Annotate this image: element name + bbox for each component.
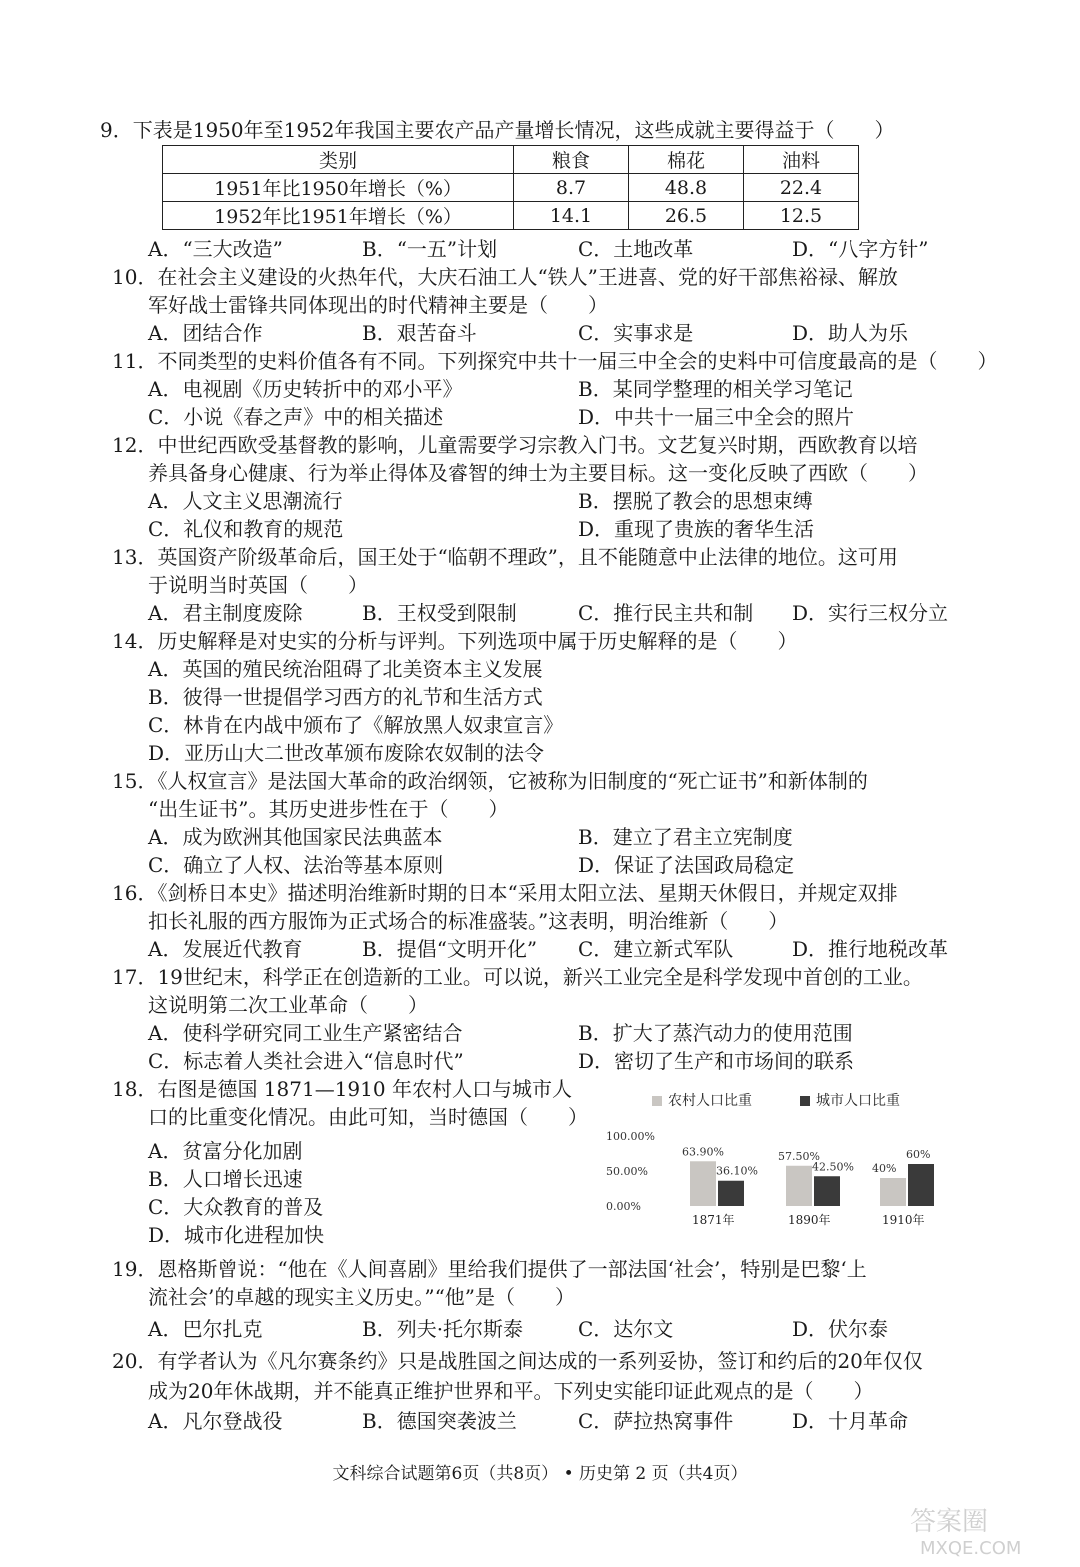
bar [718, 1181, 744, 1206]
question-16-option-a[interactable]: A．发展近代教育 [148, 937, 303, 961]
data-label: 36.10% [716, 1164, 758, 1178]
table-cell: 14.1 [514, 202, 629, 230]
bar [690, 1161, 716, 1206]
question-11-option-d[interactable]: D．中共十一届三中全会的照片 [578, 405, 855, 429]
table-header-cell: 类别 [163, 146, 514, 174]
x-tick-label: 1871年 [692, 1213, 735, 1227]
question-19-option-c[interactable]: C．达尔文 [578, 1317, 674, 1341]
question-12-option-d[interactable]: D．重现了贵族的奢华生活 [578, 517, 815, 541]
question-17-stem-line-1: 17．19世纪末，科学正在创造新的工业。可以说，新兴工业完全是科学发现中首创的工业。 [112, 965, 923, 989]
question-15-option-a[interactable]: A．成为欧洲其他国家民法典蓝本 [148, 825, 443, 849]
question-17-option-b[interactable]: B．扩大了蒸汽动力的使用范围 [578, 1021, 853, 1045]
question-16-stem-line-1: 16．《剑桥日本史》描述明治维新时期的日本“采用太阳立法、星期天休假日，并规定双排 [112, 881, 898, 905]
question-16-option-d[interactable]: D．推行地税改革 [792, 937, 949, 961]
question-9-option-d[interactable]: D．“八字方针” [792, 237, 929, 261]
question-14-option-c[interactable]: C．林肯在内战中颁布了《解放黑人奴隶宣言》 [148, 713, 564, 737]
question-11-stem: 11．不同类型的史料价值各有不同。下列探究中共十一届三中全会的史料中可信度最高的是（ ） [112, 349, 998, 373]
question-15-option-d[interactable]: D．保证了法国政局稳定 [578, 853, 795, 877]
population-ratio-chart [600, 1088, 940, 1238]
question-16-stem-line-2: 扣长礼服的西方服饰为正式场合的标准盛装。”这表明，明治维新（ ） [148, 909, 789, 933]
x-tick-label: 1910年 [882, 1213, 925, 1227]
question-13-option-c[interactable]: C．推行民主共和制 [578, 601, 754, 625]
question-11-option-a[interactable]: A．电视剧《历史转折中的邓小平》 [148, 377, 463, 401]
question-16-option-b[interactable]: B．提倡“文明开化” [362, 937, 538, 961]
question-12-stem-line-1: 12．中世纪西欧受基督教的影响，儿童需要学习宗教入门书。文艺复兴时期，西欧教育以培 [112, 433, 918, 457]
question-18-option-d[interactable]: D．城市化进程加快 [148, 1223, 325, 1247]
y-tick-label: 100.00% [606, 1130, 655, 1143]
table-row [163, 174, 859, 202]
bar [814, 1176, 840, 1206]
question-10-stem-line-1: 10．在社会主义建设的火热年代，大庆石油工人“铁人”王进喜、党的好干部焦裕禄、解放 [112, 265, 898, 289]
question-13-option-a[interactable]: A．君主制度废除 [148, 601, 303, 625]
question-12-option-b[interactable]: B．摆脱了教会的思想束缚 [578, 489, 813, 513]
question-10-option-b[interactable]: B．艰苦奋斗 [362, 321, 477, 345]
table-cell: 22.4 [744, 174, 859, 202]
table-cell: 1951年比1950年增长（%） [163, 174, 514, 202]
question-16-option-c[interactable]: C．建立新式军队 [578, 937, 734, 961]
table-row [163, 202, 859, 230]
table-cell: 8.7 [514, 174, 629, 202]
question-9-option-b[interactable]: B．“一五”计划 [362, 237, 498, 261]
question-20-stem-line-2: 成为20年休战期，并不能真正维护世界和平。下列史实能印证此观点的是（ ） [148, 1379, 874, 1403]
question-10-option-d[interactable]: D．助人为乐 [792, 321, 909, 345]
legend-swatch-urban [800, 1096, 810, 1106]
question-19-stem-line-1: 19．恩格斯曾说：“他在《人间喜剧》里给我们提供了一部法国‘社会’，特别是巴黎‘上 [112, 1257, 867, 1281]
question-14-option-a[interactable]: A．英国的殖民统治阻碍了北美资本主义发展 [148, 657, 543, 681]
data-label: 40% [872, 1162, 897, 1175]
table-cell: 26.5 [629, 202, 744, 230]
question-20-stem-line-1: 20．有学者认为《凡尔赛条约》只是战胜国之间达成的一系列妥协，签订和约后的20年仅仅 [112, 1349, 923, 1373]
question-19-stem-line-2: 流社会’的卓越的现实主义历史。”“他”是（ ） [148, 1285, 576, 1309]
question-10-option-a[interactable]: A．团结合作 [148, 321, 263, 345]
page-footer: 文科综合试题第6页（共8页） • 历史第 2 页（共4页） [332, 1464, 748, 1484]
question-17-option-c[interactable]: C．标志着人类社会进入“信息时代” [148, 1049, 464, 1073]
table-header-row [163, 146, 859, 174]
question-9-option-c[interactable]: C．土地改革 [578, 237, 694, 261]
question-11-option-b[interactable]: B．某同学整理的相关学习笔记 [578, 377, 853, 401]
legend-swatch-rural [652, 1096, 662, 1106]
question-19-option-b[interactable]: B．列夫·托尔斯泰 [362, 1317, 524, 1341]
legend-label-rural: 农村人口比重 [668, 1093, 752, 1109]
y-tick-label: 50.00% [606, 1165, 648, 1178]
question-18-option-b[interactable]: B．人口增长迅速 [148, 1167, 303, 1191]
question-18-stem-line-1: 18．右图是德国 1871—1910 年农村人口与城市人 [112, 1077, 572, 1101]
question-15-option-c[interactable]: C．确立了人权、法治等基本原则 [148, 853, 444, 877]
question-17-option-a[interactable]: A．使科学研究同工业生产紧密结合 [148, 1021, 463, 1045]
question-17-stem-line-2: 这说明第二次工业革命（ ） [148, 993, 428, 1017]
y-axis-ticks [606, 1130, 655, 1213]
watermark-line-2: MXQE.COM [920, 1538, 1022, 1559]
question-18-option-c[interactable]: C．大众教育的普及 [148, 1195, 324, 1219]
question-15-option-b[interactable]: B．建立了君主立宪制度 [578, 825, 793, 849]
table-header-cell: 粮食 [514, 146, 629, 174]
question-12-stem-line-2: 养具备身心健康、行为举止得体及睿智的绅士为主要目标。这一变化反映了西欧（ ） [148, 461, 928, 485]
question-18-stem-line-2: 口的比重变化情况。由此可知，当时德国（ ） [148, 1105, 588, 1129]
question-20-option-b[interactable]: B．德国突袭波兰 [362, 1409, 517, 1433]
data-label: 63.90% [682, 1145, 724, 1159]
data-label: 42.50% [812, 1160, 854, 1174]
question-20-option-c[interactable]: C．萨拉热窝事件 [578, 1409, 734, 1433]
question-15-stem-line-1: 15．《人权宣言》是法国大革命的政治纲领，它被称为旧制度的“死亡证书”和新体制的 [112, 769, 868, 793]
x-tick-label: 1890年 [788, 1213, 831, 1227]
table-header-cell: 油料 [744, 146, 859, 174]
question-13-stem-line-2: 于说明当时英国（ ） [148, 573, 368, 597]
watermark-line-1: 答案圈 [910, 1507, 989, 1537]
table-cell: 48.8 [629, 174, 744, 202]
question-14-stem: 14．历史解释是对史实的分析与评判。下列选项中属于历史解释的是（ ） [112, 629, 798, 653]
question-20-option-d[interactable]: D．十月革命 [792, 1409, 909, 1433]
question-18-option-a[interactable]: A．贫富分化加剧 [148, 1139, 303, 1163]
question-10-stem-line-2: 军好战士雷锋共同体现出的时代精神主要是（ ） [148, 293, 608, 317]
question-12-option-a[interactable]: A．人文主义思潮流行 [148, 489, 343, 513]
question-20-option-a[interactable]: A．凡尔登战役 [148, 1409, 283, 1433]
question-12-option-c[interactable]: C．礼仪和教育的规范 [148, 517, 344, 541]
question-10-option-c[interactable]: C．实事求是 [578, 321, 694, 345]
question-9-option-a[interactable]: A．“三大改造” [148, 237, 283, 261]
question-9-table [162, 145, 859, 230]
bar [880, 1178, 906, 1206]
question-13-stem-line-1: 13．英国资产阶级革命后，国王处于“临朝不理政”，且不能随意中止法律的地位。这可用 [112, 545, 898, 569]
question-9-stem: 9．下表是1950年至1952年我国主要农产品产量增长情况，这些成就主要得益于（ ） [100, 118, 895, 142]
legend-label-urban: 城市人口比重 [816, 1093, 900, 1109]
y-tick-label: 0.00% [606, 1200, 641, 1213]
question-13-option-b[interactable]: B．王权受到限制 [362, 601, 517, 625]
question-14-option-d[interactable]: D．亚历山大二世改革颁布废除农奴制的法令 [148, 741, 545, 765]
bar [786, 1166, 812, 1206]
table-header-cell: 棉花 [629, 146, 744, 174]
bar [908, 1164, 934, 1206]
data-label: 60% [906, 1148, 931, 1161]
data-label: 57.50% [778, 1149, 820, 1163]
table-cell: 1952年比1951年增长（%） [163, 202, 514, 230]
bars-group [682, 1145, 934, 1227]
question-13-option-d[interactable]: D．实行三权分立 [792, 601, 949, 625]
question-17-option-d[interactable]: D．密切了生产和市场间的联系 [578, 1049, 855, 1073]
table-cell: 12.5 [744, 202, 859, 230]
question-19-option-d[interactable]: D．伏尔泰 [792, 1317, 889, 1341]
question-14-option-b[interactable]: B．彼得一世提倡学习西方的礼节和生活方式 [148, 685, 543, 709]
question-19-option-a[interactable]: A．巴尔扎克 [148, 1317, 263, 1341]
question-11-option-c[interactable]: C．小说《春之声》中的相关描述 [148, 405, 444, 429]
watermark-logo [900, 1500, 1070, 1560]
question-15-stem-line-2: “出生证书”。其历史进步性在于（ ） [148, 797, 509, 821]
